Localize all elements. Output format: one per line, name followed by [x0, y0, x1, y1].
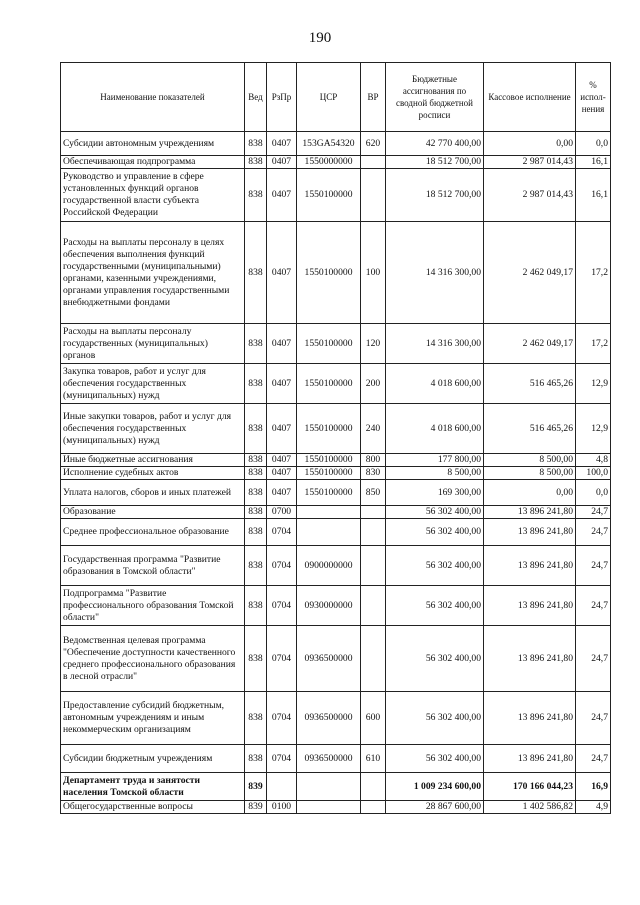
table-header-row	[61, 63, 611, 132]
row-name: Закупка товаров, работ и услуг для обеспечения государственных (муниципальных) нужд	[61, 364, 245, 404]
row-vr	[361, 773, 386, 801]
table-row	[61, 745, 611, 773]
row-rzpr: 0407	[267, 404, 297, 454]
row-vr	[361, 156, 386, 169]
row-ved: 838	[245, 546, 267, 586]
row-pct: 16,1	[576, 169, 611, 222]
row-ved: 838	[245, 467, 267, 480]
row-ved: 839	[245, 773, 267, 801]
row-cash: 0,00	[484, 480, 576, 506]
row-pct: 0,0	[576, 480, 611, 506]
row-vr	[361, 801, 386, 814]
header-rzpr: РзПр	[267, 63, 297, 132]
row-cash: 170 166 044,23	[484, 773, 576, 801]
row-rzpr: 0407	[267, 169, 297, 222]
row-cash: 13 896 241,80	[484, 586, 576, 626]
table-row	[61, 324, 611, 364]
row-budget: 56 302 400,00	[386, 546, 484, 586]
row-name: Образование	[61, 506, 245, 519]
row-rzpr: 0407	[267, 156, 297, 169]
row-vr	[361, 169, 386, 222]
table-row	[61, 169, 611, 222]
row-rzpr: 0407	[267, 480, 297, 506]
row-pct: 17,2	[576, 222, 611, 324]
row-ved: 838	[245, 132, 267, 156]
row-pct: 17,2	[576, 324, 611, 364]
row-pct: 16,1	[576, 156, 611, 169]
page-number: 190	[308, 30, 332, 46]
row-name: Подпрограмма "Развитие профессионального образования Томской области"	[61, 586, 245, 626]
row-csr: 1550100000	[297, 454, 361, 467]
row-budget: 56 302 400,00	[386, 519, 484, 546]
row-pct: 4,8	[576, 454, 611, 467]
row-budget: 56 302 400,00	[386, 692, 484, 745]
header-ved: Вед	[245, 63, 267, 132]
table-row	[61, 454, 611, 467]
table-row	[61, 364, 611, 404]
row-cash: 0,00	[484, 132, 576, 156]
row-cash: 516 465,26	[484, 364, 576, 404]
row-csr: 0930000000	[297, 586, 361, 626]
row-vr	[361, 586, 386, 626]
row-budget: 14 316 300,00	[386, 324, 484, 364]
row-rzpr	[267, 773, 297, 801]
table-row	[61, 222, 611, 324]
row-budget: 4 018 600,00	[386, 404, 484, 454]
row-name: Расходы на выплаты персоналу государственных (муниципальных) органов	[61, 324, 245, 364]
row-rzpr: 0704	[267, 626, 297, 692]
row-cash: 13 896 241,80	[484, 506, 576, 519]
row-vr: 830	[361, 467, 386, 480]
row-ved: 838	[245, 364, 267, 404]
row-csr: 0936500000	[297, 626, 361, 692]
row-ved: 838	[245, 692, 267, 745]
row-csr: 0936500000	[297, 745, 361, 773]
table-row	[61, 156, 611, 169]
row-name: Иные закупки товаров, работ и услуг для обеспечения государственных (муниципальных) нужд	[61, 404, 245, 454]
row-budget: 18 512 700,00	[386, 169, 484, 222]
row-rzpr: 0407	[267, 467, 297, 480]
header-vr: ВР	[361, 63, 386, 132]
table-row	[61, 586, 611, 626]
budget-table	[60, 62, 611, 814]
header-pct: % испол-нения	[576, 63, 611, 132]
row-pct: 24,7	[576, 546, 611, 586]
row-budget: 56 302 400,00	[386, 626, 484, 692]
row-budget: 1 009 234 600,00	[386, 773, 484, 801]
row-name: Иные бюджетные ассигнования	[61, 454, 245, 467]
row-csr: 1550100000	[297, 169, 361, 222]
row-csr: 1550100000	[297, 480, 361, 506]
row-rzpr: 0704	[267, 586, 297, 626]
row-budget: 4 018 600,00	[386, 364, 484, 404]
row-budget: 177 800,00	[386, 454, 484, 467]
row-name: Руководство и управление в сфере установленных функций органов государственной власти субъекта Российской Федерации	[61, 169, 245, 222]
row-rzpr: 0704	[267, 546, 297, 586]
table-row	[61, 132, 611, 156]
header-cash: Кассовое исполнение	[484, 63, 576, 132]
table-row	[61, 692, 611, 745]
row-budget: 8 500,00	[386, 467, 484, 480]
row-csr: 1550000000	[297, 156, 361, 169]
row-name: Ведомственная целевая программа "Обеспечение доступности качественного среднего профессионального образования в лесной отрасли"	[61, 626, 245, 692]
row-pct: 16,9	[576, 773, 611, 801]
row-csr: 1550100000	[297, 324, 361, 364]
row-cash: 13 896 241,80	[484, 745, 576, 773]
row-budget: 14 316 300,00	[386, 222, 484, 324]
row-ved: 838	[245, 454, 267, 467]
row-pct: 100,0	[576, 467, 611, 480]
row-cash: 8 500,00	[484, 454, 576, 467]
row-rzpr: 0407	[267, 324, 297, 364]
row-budget: 56 302 400,00	[386, 745, 484, 773]
row-name: Общегосударственные вопросы	[61, 801, 245, 814]
row-pct: 0,0	[576, 132, 611, 156]
row-cash: 8 500,00	[484, 467, 576, 480]
table-row	[61, 773, 611, 801]
row-vr	[361, 506, 386, 519]
table-row	[61, 467, 611, 480]
row-pct: 24,7	[576, 626, 611, 692]
row-csr: 1550100000	[297, 404, 361, 454]
row-rzpr: 0700	[267, 506, 297, 519]
row-name: Уплата налогов, сборов и иных платежей	[61, 480, 245, 506]
row-name: Субсидии автономным учреждениям	[61, 132, 245, 156]
table-row	[61, 404, 611, 454]
row-pct: 24,7	[576, 519, 611, 546]
row-name: Предоставление субсидий бюджетным, автономным учреждениям и иным некоммерческим организациям	[61, 692, 245, 745]
row-vr: 620	[361, 132, 386, 156]
header-csr: ЦСР	[297, 63, 361, 132]
row-cash: 2 462 049,17	[484, 324, 576, 364]
row-name: Обеспечивающая подпрограмма	[61, 156, 245, 169]
table-row	[61, 506, 611, 519]
row-pct: 24,7	[576, 745, 611, 773]
row-ved: 838	[245, 169, 267, 222]
row-vr: 120	[361, 324, 386, 364]
row-name: Исполнение судебных актов	[61, 467, 245, 480]
row-ved: 838	[245, 222, 267, 324]
row-ved: 838	[245, 480, 267, 506]
row-name: Среднее профессиональное образование	[61, 519, 245, 546]
row-name: Расходы на выплаты персоналу в целях обеспечения выполнения функций государственными (муниципальными) органами, казенными учреждениями, органами управления государственными внебюджетными фондами	[61, 222, 245, 324]
row-ved: 838	[245, 519, 267, 546]
row-budget: 56 302 400,00	[386, 506, 484, 519]
row-budget: 56 302 400,00	[386, 586, 484, 626]
row-budget: 169 300,00	[386, 480, 484, 506]
row-pct: 12,9	[576, 404, 611, 454]
row-rzpr: 0407	[267, 364, 297, 404]
row-rzpr: 0407	[267, 454, 297, 467]
row-csr	[297, 773, 361, 801]
row-pct: 24,7	[576, 692, 611, 745]
row-csr: 1550100000	[297, 364, 361, 404]
row-budget: 18 512 700,00	[386, 156, 484, 169]
header-budget: Бюджетные ассигнования по сводной бюджетной росписи	[386, 63, 484, 132]
table-row	[61, 626, 611, 692]
row-csr	[297, 506, 361, 519]
row-vr	[361, 519, 386, 546]
row-cash: 1 402 586,82	[484, 801, 576, 814]
row-name: Департамент труда и занятости населения Томской области	[61, 773, 245, 801]
row-budget: 28 867 600,00	[386, 801, 484, 814]
row-csr	[297, 519, 361, 546]
row-vr: 600	[361, 692, 386, 745]
row-csr: 0936500000	[297, 692, 361, 745]
row-vr: 240	[361, 404, 386, 454]
row-ved: 838	[245, 506, 267, 519]
table-row	[61, 801, 611, 814]
row-csr: 0900000000	[297, 546, 361, 586]
row-vr: 100	[361, 222, 386, 324]
row-rzpr: 0704	[267, 692, 297, 745]
row-vr	[361, 546, 386, 586]
row-ved: 838	[245, 626, 267, 692]
row-name: Государственная программа "Развитие образования в Томской области"	[61, 546, 245, 586]
row-ved: 839	[245, 801, 267, 814]
row-csr: 153GA54320	[297, 132, 361, 156]
table-row	[61, 519, 611, 546]
row-pct: 24,7	[576, 506, 611, 519]
row-pct: 4,9	[576, 801, 611, 814]
row-cash: 13 896 241,80	[484, 692, 576, 745]
table-row	[61, 546, 611, 586]
row-vr: 200	[361, 364, 386, 404]
row-budget: 42 770 400,00	[386, 132, 484, 156]
row-csr	[297, 801, 361, 814]
row-vr	[361, 626, 386, 692]
row-csr: 1550100000	[297, 222, 361, 324]
row-vr: 610	[361, 745, 386, 773]
row-rzpr: 0100	[267, 801, 297, 814]
row-vr: 850	[361, 480, 386, 506]
row-csr: 1550100000	[297, 467, 361, 480]
row-ved: 838	[245, 745, 267, 773]
row-cash: 13 896 241,80	[484, 546, 576, 586]
row-name: Субсидии бюджетным учреждениям	[61, 745, 245, 773]
row-cash: 2 987 014,43	[484, 169, 576, 222]
row-pct: 12,9	[576, 364, 611, 404]
row-pct: 24,7	[576, 586, 611, 626]
row-ved: 838	[245, 586, 267, 626]
row-cash: 516 465,26	[484, 404, 576, 454]
row-vr: 800	[361, 454, 386, 467]
row-rzpr: 0407	[267, 222, 297, 324]
row-ved: 838	[245, 156, 267, 169]
table-row	[61, 480, 611, 506]
row-cash: 2 462 049,17	[484, 222, 576, 324]
row-cash: 13 896 241,80	[484, 519, 576, 546]
row-cash: 2 987 014,43	[484, 156, 576, 169]
row-rzpr: 0704	[267, 745, 297, 773]
row-rzpr: 0407	[267, 132, 297, 156]
row-rzpr: 0704	[267, 519, 297, 546]
header-name: Наименование показателей	[61, 63, 245, 132]
row-ved: 838	[245, 404, 267, 454]
row-cash: 13 896 241,80	[484, 626, 576, 692]
row-ved: 838	[245, 324, 267, 364]
